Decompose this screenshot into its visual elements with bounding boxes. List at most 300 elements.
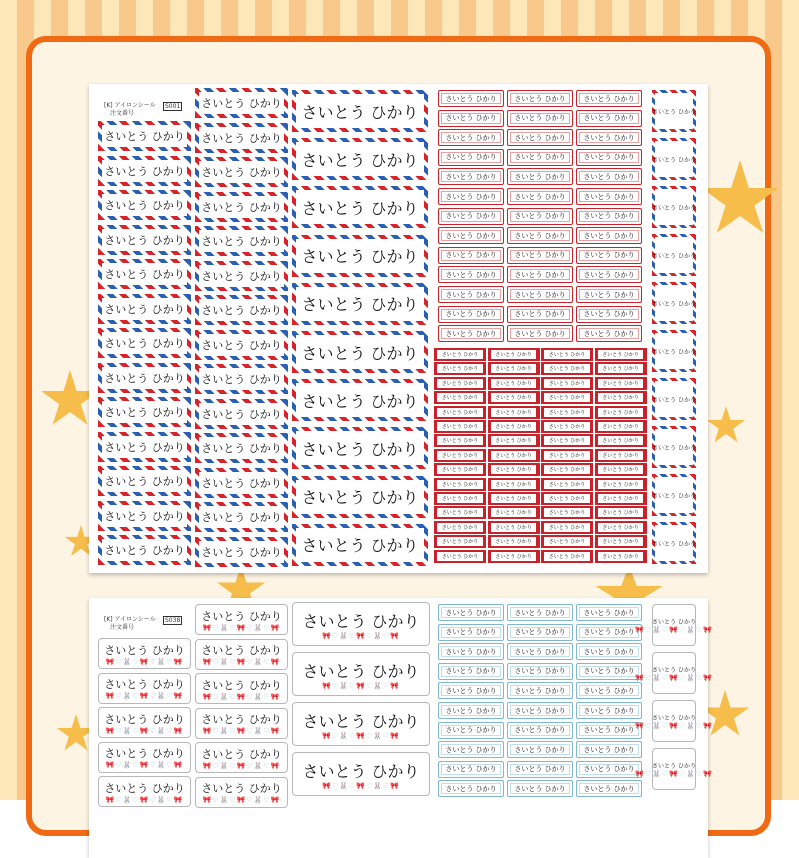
- label-name-text: さいとう ひかり: [583, 608, 635, 617]
- label-inner: [437, 508, 483, 517]
- label-name-text: さいとう ひかり: [548, 496, 586, 502]
- label-inner: [598, 552, 644, 561]
- label-name-text: さいとう ひかり: [548, 352, 586, 358]
- bunny-ribbon-decoration: 🎀♡🐰♡🎀♡🐰♡🎀: [635, 769, 713, 778]
- name-label-sticker: [595, 434, 647, 447]
- name-label-sticker: [438, 682, 504, 699]
- label-name-text: さいとう ひかり: [602, 424, 639, 430]
- name-label-sticker: [292, 427, 428, 469]
- label-inner: [437, 364, 483, 373]
- name-label-sticker: [652, 138, 696, 180]
- label-name-text: さいとう ひかり: [301, 295, 419, 315]
- label-name-text: さいとう ひかり: [445, 94, 497, 103]
- bunny-ribbon-decoration: 🎀♡🐰♡🎀♡🐰♡🎀: [322, 631, 400, 640]
- label-name-text: さいとう ひかり: [104, 747, 185, 760]
- label-name-text: さいとう ひかり: [583, 94, 635, 103]
- name-label-sticker: [541, 521, 593, 534]
- label-name-text: さいとう ひかり: [104, 643, 185, 657]
- name-label-sticker: [98, 776, 191, 807]
- name-label-sticker: [576, 663, 642, 680]
- name-label-sticker: [292, 524, 428, 566]
- label-name-text: さいとう ひかり: [445, 608, 497, 617]
- bunny-ribbon-decoration: 🎀♡🐰♡🎀♡🐰♡🎀: [105, 692, 184, 700]
- label-name-text: さいとう ひかり: [441, 539, 479, 546]
- label-inner: [491, 523, 537, 532]
- name-label-sticker: [595, 391, 647, 404]
- label-name-text: さいとう ひかり: [201, 511, 282, 524]
- label-name-text: さいとう ひかり: [602, 380, 639, 387]
- name-label-sticker: [434, 521, 486, 534]
- label-name-text: さいとう ひかり: [495, 553, 532, 560]
- name-label-sticker: [488, 406, 540, 419]
- order-number-label: 注文番号: [110, 110, 135, 117]
- name-label-sticker: [195, 742, 288, 773]
- label-name-text: さいとう ひかり: [445, 172, 497, 181]
- name-label-sticker: [507, 604, 573, 621]
- label-name-text: さいとう ひかり: [495, 539, 532, 546]
- label-name-text: さいとう ひかり: [583, 114, 635, 123]
- name-label-sticker: [195, 192, 288, 222]
- label-name-text: さいとう ひかり: [602, 524, 639, 531]
- name-label-sticker: [576, 286, 642, 303]
- name-label-sticker: [195, 708, 288, 739]
- label-inner: [598, 350, 644, 359]
- name-label-sticker: [507, 286, 573, 303]
- label-name-text: さいとう ひかり: [514, 212, 566, 221]
- label-name-text: さいとう ひかり: [201, 338, 282, 352]
- label-name-text: さいとう ひかり: [583, 153, 635, 162]
- label-name-text: さいとう ひかり: [652, 666, 696, 674]
- label-inner: [491, 350, 537, 359]
- sheet-code: S001: [165, 103, 181, 110]
- label-name-text: さいとう ひかり: [445, 329, 497, 338]
- name-label-sticker: [576, 761, 642, 778]
- name-label-sticker: [195, 364, 288, 394]
- label-name-text: さいとう ひかり: [201, 747, 282, 761]
- name-label-sticker: [292, 379, 428, 421]
- label-name-text: さいとう ひかり: [652, 396, 696, 404]
- name-label-sticker: [438, 227, 504, 244]
- name-label-sticker: [652, 234, 696, 276]
- name-label-sticker: [541, 506, 593, 519]
- label-name-text: さいとう ひかり: [201, 545, 282, 559]
- name-label-sticker: [195, 123, 288, 153]
- name-label-sticker: [507, 663, 573, 680]
- label-inner: [544, 393, 590, 402]
- label-name-text: さいとう ひかり: [583, 745, 635, 754]
- label-inner: [598, 379, 644, 388]
- label-inner: [544, 537, 590, 546]
- name-label-sticker: [507, 682, 573, 699]
- name-label-sticker: [98, 466, 191, 496]
- label-inner: [598, 494, 644, 503]
- name-label-sticker: [595, 420, 647, 433]
- name-label-sticker: [541, 492, 593, 505]
- label-name-text: さいとう ひかり: [441, 366, 479, 373]
- label-name-text: さいとう ひかり: [201, 373, 282, 386]
- name-label-sticker: [98, 363, 191, 393]
- label-name-text: さいとう ひかり: [514, 647, 566, 656]
- name-label-sticker: [576, 604, 642, 621]
- label-name-text: さいとう ひかり: [583, 784, 635, 793]
- label-name-text: さいとう ひかり: [445, 270, 497, 279]
- label-name-text: さいとう ひかり: [602, 366, 639, 373]
- label-name-text: さいとう ひかり: [201, 166, 282, 179]
- name-label-sticker: [595, 348, 647, 361]
- label-name-text: さいとう ひかり: [602, 395, 639, 402]
- label-name-text: さいとう ひかり: [602, 510, 639, 517]
- label-inner: [544, 451, 590, 460]
- label-name-text: さいとう ひかり: [652, 108, 696, 116]
- label-name-text: さいとう ひかり: [514, 667, 566, 676]
- name-label-sticker: [635, 748, 713, 790]
- name-label-sticker: [652, 426, 696, 468]
- label-inner: [544, 379, 590, 388]
- label-inner: [437, 537, 483, 546]
- label-name-text: さいとう ひかり: [104, 337, 185, 350]
- label-name-text: さいとう ひかり: [201, 97, 282, 110]
- label-name-text: さいとう ひかり: [104, 130, 185, 143]
- label-name-text: さいとう ひかり: [201, 782, 282, 795]
- label-name-text: さいとう ひかり: [548, 524, 586, 531]
- label-name-text: さいとう ひかり: [302, 611, 420, 631]
- label-name-text: さいとう ひかり: [441, 395, 479, 402]
- label-name-text: さいとう ひかり: [445, 726, 497, 735]
- name-label-sticker: [541, 550, 593, 563]
- label-name-text: さいとう ひかり: [301, 488, 419, 508]
- name-label-sticker: [195, 537, 288, 567]
- label-inner: [544, 523, 590, 532]
- label-name-text: さいとう ひかり: [514, 231, 566, 240]
- label-name-text: さいとう ひかり: [104, 371, 185, 385]
- name-label-sticker: [507, 624, 573, 641]
- label-name-text: さいとう ひかり: [583, 765, 635, 774]
- name-label-sticker: [488, 492, 540, 505]
- name-label-sticker: [488, 377, 540, 390]
- name-label-sticker: [595, 463, 647, 476]
- name-label-sticker: [434, 420, 486, 433]
- label-name-text: さいとう ひかり: [495, 452, 532, 459]
- label-name-text: さいとう ひかり: [602, 467, 639, 474]
- label-inner: [437, 451, 483, 460]
- label-inner: [491, 494, 537, 503]
- name-label-sticker: [438, 663, 504, 680]
- label-name-text: さいとう ひかり: [104, 406, 185, 419]
- name-label-sticker: [576, 624, 642, 641]
- label-name-text: さいとう ひかり: [301, 150, 419, 170]
- label-name-text: さいとう ひかり: [652, 492, 696, 500]
- label-name-text: さいとう ひかり: [652, 252, 696, 260]
- name-label-sticker: [488, 391, 540, 404]
- name-label-sticker: [292, 235, 428, 277]
- label-name-text: さいとう ひかり: [583, 133, 635, 142]
- label-name-text: さいとう ひかり: [602, 496, 639, 502]
- name-label-sticker: [576, 227, 642, 244]
- bunny-ribbon-decoration: 🎀♡🐰♡🎀♡🐰♡🎀: [202, 761, 281, 770]
- label-name-text: さいとう ひかり: [583, 251, 635, 260]
- label-name-text: さいとう ひかり: [583, 290, 635, 299]
- label-name-text: さいとう ひかり: [445, 647, 497, 656]
- label-inner: [544, 508, 590, 517]
- bunny-ribbon-decoration: 🎀♡🐰♡🎀♡🐰♡🎀: [202, 658, 281, 666]
- name-label-sticker: [98, 259, 191, 289]
- name-label-sticker: [541, 406, 593, 419]
- label-name-text: さいとう ひかり: [495, 496, 532, 502]
- label-inner: [598, 393, 644, 402]
- name-label-sticker: [434, 449, 486, 462]
- name-label-sticker: [507, 208, 573, 225]
- label-name-text: さいとう ひかり: [104, 712, 185, 726]
- label-inner: [491, 508, 537, 517]
- label-name-text: さいとう ひかり: [104, 781, 185, 795]
- label-name-text: さいとう ひかり: [495, 524, 532, 531]
- label-name-text: さいとう ひかり: [602, 539, 639, 546]
- name-label-sticker: [98, 156, 191, 186]
- label-inner: [437, 480, 483, 489]
- label-name-text: さいとう ひかり: [583, 231, 635, 240]
- label-name-text: さいとう ひかり: [548, 395, 586, 402]
- name-label-sticker: [195, 604, 288, 635]
- label-name-text: さいとう ひかり: [548, 481, 586, 488]
- label-name-text: さいとう ひかり: [583, 270, 635, 279]
- label-name-text: さいとう ひかり: [201, 407, 282, 421]
- name-label-sticker: [438, 325, 504, 342]
- label-name-text: さいとう ひかり: [441, 467, 479, 474]
- name-label-sticker: [195, 468, 288, 498]
- label-inner: [437, 436, 483, 445]
- bunny-ribbon-decoration: 🎀♡🐰♡🎀♡🐰♡🎀: [635, 721, 713, 730]
- label-name-text: さいとう ひかり: [441, 510, 479, 517]
- label-inner: [491, 537, 537, 546]
- label-inner: [491, 364, 537, 373]
- label-inner: [437, 494, 483, 503]
- label-name-text: さいとう ひかり: [514, 270, 566, 279]
- label-name-text: さいとう ひかり: [441, 409, 479, 416]
- label-name-text: さいとう ひかり: [201, 131, 282, 145]
- label-inner: [437, 523, 483, 532]
- name-label-sticker: [98, 397, 191, 427]
- name-label-sticker: [438, 208, 504, 225]
- name-label-sticker: [576, 208, 642, 225]
- name-label-sticker: [507, 110, 573, 127]
- name-label-sticker: [488, 348, 540, 361]
- name-label-sticker: [488, 535, 540, 548]
- label-name-text: さいとう ひかり: [441, 352, 479, 358]
- sheet-header: [104, 102, 156, 118]
- label-name-text: さいとう ひかり: [514, 133, 566, 142]
- name-label-sticker: [507, 149, 573, 166]
- name-label-sticker: [438, 702, 504, 719]
- label-name-text: さいとう ひかり: [495, 380, 532, 387]
- name-label-sticker: [434, 535, 486, 548]
- label-inner: [598, 480, 644, 489]
- sticker-sheet-bunny: [89, 598, 713, 858]
- label-name-text: さいとう ひかり: [548, 438, 586, 445]
- name-label-sticker: [595, 535, 647, 548]
- label-name-text: さいとう ひかり: [583, 647, 635, 656]
- label-name-text: さいとう ひかり: [548, 553, 586, 560]
- label-name-text: さいとう ひかり: [201, 442, 282, 455]
- bunny-ribbon-decoration: 🎀♡🐰♡🎀♡🐰♡🎀: [635, 625, 713, 634]
- name-label-sticker: [434, 434, 486, 447]
- label-name-text: さいとう ひかり: [514, 608, 566, 617]
- name-label-sticker: [576, 149, 642, 166]
- label-name-text: さいとう ひかり: [548, 409, 586, 416]
- label-name-text: さいとう ひかり: [104, 268, 185, 281]
- name-label-sticker: [488, 362, 540, 375]
- name-label-sticker: [576, 780, 642, 797]
- label-inner: [544, 465, 590, 474]
- label-name-text: さいとう ひかり: [445, 133, 497, 142]
- label-name-text: さいとう ひかり: [104, 164, 185, 178]
- label-name-text: さいとう ひかり: [652, 156, 696, 164]
- name-label-sticker: [292, 90, 428, 132]
- name-label-sticker: [488, 420, 540, 433]
- label-name-text: さいとう ひかり: [652, 300, 696, 308]
- label-name-text: さいとう ひかり: [652, 618, 696, 626]
- label-name-text: さいとう ひかり: [495, 352, 532, 358]
- name-label-sticker: [195, 226, 288, 256]
- name-label-sticker: [438, 722, 504, 739]
- label-inner: [491, 408, 537, 417]
- name-label-sticker: [438, 643, 504, 660]
- name-label-sticker: [98, 673, 191, 704]
- name-label-sticker: [507, 188, 573, 205]
- label-name-text: さいとう ひかり: [445, 745, 497, 754]
- label-name-text: さいとう ひかり: [301, 247, 419, 267]
- name-label-sticker: [438, 129, 504, 146]
- label-name-text: さいとう ひかり: [583, 329, 635, 338]
- name-label-sticker: [292, 652, 430, 696]
- label-inner: [598, 523, 644, 532]
- name-label-sticker: [292, 283, 428, 325]
- label-inner: [437, 393, 483, 402]
- name-label-sticker: [576, 129, 642, 146]
- name-label-sticker: [652, 282, 696, 324]
- label-name-text: さいとう ひかり: [301, 536, 419, 556]
- label-name-text: さいとう ひかり: [583, 686, 635, 695]
- name-label-sticker: [595, 449, 647, 462]
- label-name-text: さいとう ひかり: [104, 440, 185, 454]
- name-label-sticker: [434, 362, 486, 375]
- name-label-sticker: [195, 639, 288, 670]
- name-label-sticker: [488, 434, 540, 447]
- name-label-sticker: [507, 306, 573, 323]
- name-label-sticker: [434, 492, 486, 505]
- sheet-title: [K] アイロンシール: [104, 616, 156, 623]
- name-label-sticker: [488, 521, 540, 534]
- name-label-sticker: [576, 643, 642, 660]
- bunny-ribbon-decoration: 🎀♡🐰♡🎀♡🐰♡🎀: [322, 731, 400, 740]
- label-name-text: さいとう ひかり: [441, 553, 479, 560]
- bunny-ribbon-decoration: 🎀♡🐰♡🎀♡🐰♡🎀: [202, 623, 281, 632]
- label-name-text: さいとう ひかり: [495, 395, 532, 402]
- name-label-sticker: [507, 247, 573, 264]
- label-name-text: さいとう ひかり: [602, 409, 639, 416]
- label-inner: [491, 379, 537, 388]
- label-name-text: さいとう ひかり: [445, 686, 497, 695]
- name-label-sticker: [98, 638, 191, 669]
- label-name-text: さいとう ひかり: [652, 762, 696, 770]
- name-label-sticker: [576, 188, 642, 205]
- label-name-text: さいとう ひかり: [441, 481, 479, 488]
- name-label-sticker: [507, 325, 573, 342]
- name-label-sticker: [438, 741, 504, 758]
- label-name-text: さいとう ひかり: [201, 200, 282, 214]
- label-inner: [437, 379, 483, 388]
- name-label-sticker: [195, 433, 288, 463]
- name-label-sticker: [98, 121, 191, 151]
- name-label-sticker: [438, 149, 504, 166]
- name-label-sticker: [292, 476, 428, 518]
- name-label-sticker: [434, 377, 486, 390]
- label-name-text: さいとう ひかり: [514, 153, 566, 162]
- name-label-sticker: [652, 330, 696, 372]
- label-name-text: さいとう ひかり: [602, 352, 639, 358]
- name-label-sticker: [576, 266, 642, 283]
- label-inner: [598, 451, 644, 460]
- name-label-sticker: [438, 286, 504, 303]
- name-label-sticker: [507, 90, 573, 107]
- name-label-sticker: [434, 550, 486, 563]
- name-label-sticker: [438, 247, 504, 264]
- name-label-sticker: [292, 186, 428, 228]
- label-name-text: さいとう ひかり: [652, 348, 696, 356]
- label-inner: [437, 350, 483, 359]
- name-label-sticker: [434, 391, 486, 404]
- label-inner: [437, 465, 483, 474]
- name-label-sticker: [595, 478, 647, 491]
- name-label-sticker: [576, 110, 642, 127]
- name-label-sticker: [292, 138, 428, 180]
- name-label-sticker: [195, 673, 288, 704]
- name-label-sticker: [195, 502, 288, 532]
- label-name-text: さいとう ひかり: [514, 765, 566, 774]
- name-label-sticker: [195, 157, 288, 187]
- label-inner: [598, 422, 644, 431]
- label-name-text: さいとう ひかり: [445, 114, 497, 123]
- name-label-sticker: [635, 700, 713, 742]
- name-label-sticker: [98, 328, 191, 358]
- name-label-sticker: [507, 741, 573, 758]
- name-label-sticker: [595, 521, 647, 534]
- name-label-sticker: [438, 761, 504, 778]
- name-label-sticker: [576, 247, 642, 264]
- name-label-sticker: [595, 492, 647, 505]
- name-label-sticker: [595, 377, 647, 390]
- label-inner: [491, 393, 537, 402]
- label-inner: [544, 436, 590, 445]
- name-label-sticker: [438, 266, 504, 283]
- label-name-text: さいとう ひかり: [514, 290, 566, 299]
- label-inner: [598, 465, 644, 474]
- label-name-text: さいとう ひかり: [104, 302, 185, 316]
- name-label-sticker: [195, 330, 288, 360]
- name-label-sticker: [652, 378, 696, 420]
- name-label-sticker: [98, 225, 191, 255]
- bunny-ribbon-decoration: 🎀♡🐰♡🎀♡🐰♡🎀: [322, 781, 400, 790]
- label-name-text: さいとう ひかり: [652, 714, 696, 722]
- label-inner: [491, 480, 537, 489]
- label-name-text: さいとう ひかり: [445, 784, 497, 793]
- label-name-text: さいとう ひかり: [495, 438, 532, 445]
- name-label-sticker: [195, 777, 288, 808]
- name-label-sticker: [576, 306, 642, 323]
- name-label-sticker: [488, 449, 540, 462]
- label-name-text: さいとう ひかり: [301, 391, 419, 411]
- name-label-sticker: [195, 295, 288, 325]
- name-label-sticker: [541, 535, 593, 548]
